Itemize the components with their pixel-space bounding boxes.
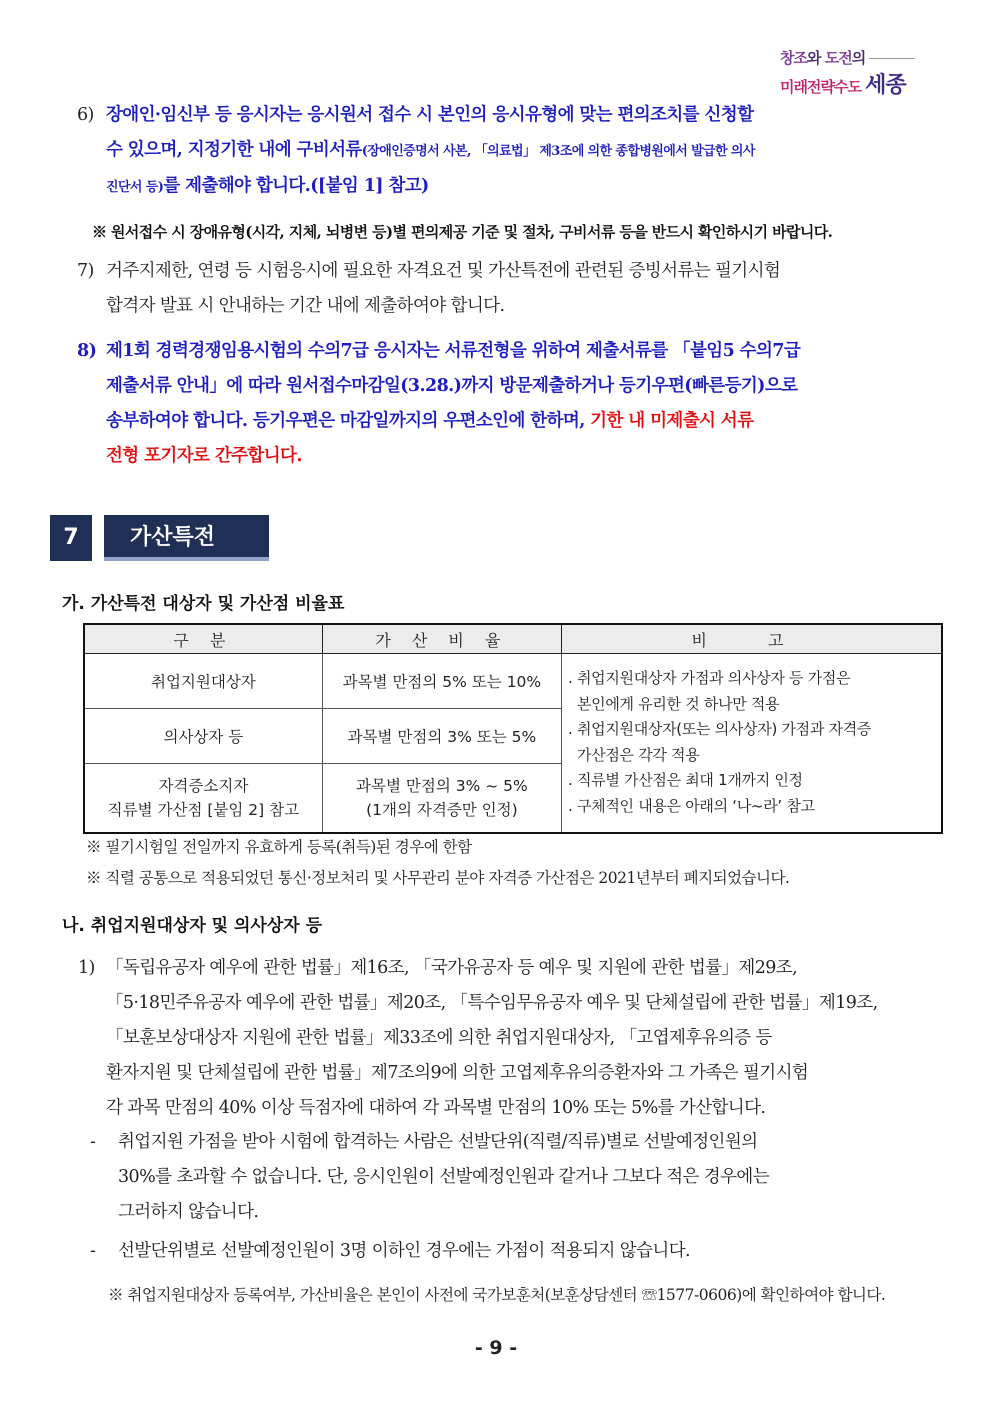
item-number: 6)	[77, 105, 94, 125]
table-header: 가 산 비 율	[322, 624, 561, 654]
item-line-small: (장애인증명서 사본, 「의료법」 제3조에 의한 종합병원에서 발급한 의사	[361, 144, 755, 159]
logo-text: 세종	[865, 73, 906, 98]
item-line: 거주지제한, 연령 등 시험응시에 필요한 자격요건 및 가산특전에 관련된 증빙서류는 필기시험	[106, 261, 781, 281]
item-line: 환자지원 및 단체설립에 관한 법률」제7조의9에 의한 고엽제후유의증환자와 그 가족은 필기시험	[106, 1063, 809, 1083]
logo-rule	[869, 58, 915, 59]
footnote: ※ 취업지원대상자 등록여부, 가산비율은 본인이 사전에 국가보훈처(보훈상담센터 ☏1577-0606)에 확인하여야 합니다.	[108, 1286, 886, 1304]
section-title: 가산특전	[104, 515, 269, 561]
dash-mark: -	[90, 1241, 96, 1261]
item-line: 취업지원 가점을 받아 시험에 합격하는 사람은 선발단위(직렬/직류)별로 선발예정인원의	[118, 1132, 758, 1152]
table-cell: 취업지원대상자	[84, 654, 322, 709]
item-line: 합격자 발표 시 안내하는 기간 내에 제출하여야 합니다.	[106, 296, 505, 316]
table-cell-line: (1개의 자격증만 인정)	[366, 801, 518, 819]
item-line: 30%를 초과할 수 없습니다. 단, 응시인원이 선발예정인원과 같거나 그보다 적은 경우에는	[118, 1167, 770, 1187]
table-note: . 취업지원대상자(또는 의사상자) 가점과 자격증	[568, 720, 872, 738]
note-disability: ※ 원서접수 시 장애유형(시각, 지체, 뇌병변 등)별 편의제공 기준 및 절차, 구비서류 등을 반드시 확인하시기 바랍니다.	[92, 223, 833, 241]
logo-text: 미래전략수도	[780, 78, 866, 96]
table-cell-line: 직류별 가산점 [붙임 2] 참고	[107, 801, 300, 819]
logo-text: 의	[851, 49, 866, 67]
table-note: . 구체적인 내용은 아래의 ‘나~라’ 참고	[568, 796, 815, 815]
dash-item-2	[90, 1234, 948, 1269]
table-row	[84, 654, 942, 709]
table-notes	[562, 654, 942, 834]
table-cell: 의사상자 등	[84, 709, 322, 764]
dash-mark: -	[90, 1132, 96, 1152]
item-line: 선발단위별로 선발예정인원이 3명 이하인 경우에는 가점이 적용되지 않습니다.	[118, 1241, 690, 1261]
item-line: 「5·18민주유공자 예우에 관한 법률」제20조, 「특수임무유공자 예우 및 단체설립에 관한 법률」제19조,	[106, 993, 878, 1013]
subheading-b: 나. 취업지원대상자 및 의사상자 등	[62, 916, 323, 936]
item-number: 7)	[77, 261, 94, 281]
table-cell-line: 과목별 만점의 3% ~ 5%	[356, 777, 528, 795]
item-8	[78, 334, 944, 474]
logo-text: 도전	[824, 49, 852, 67]
item-line: 그러하지 않습니다.	[118, 1202, 259, 1222]
item-line-small: 진단서 등)	[106, 180, 164, 195]
table-note: . 직류별 가산점은 최대 1개까지 인정	[568, 771, 803, 789]
item-number: 8)	[77, 341, 97, 361]
page-number: - 9 -	[474, 1337, 518, 1359]
table-cell	[84, 764, 322, 834]
dash-item-1	[90, 1125, 948, 1230]
bonus-table	[83, 623, 943, 834]
item-line: 「보훈보상대상자 지원에 관한 법률」제33조에 의한 취업지원대상자, 「고엽제후유의증 등	[106, 1028, 772, 1048]
item-line: 장애인·임신부 등 응시자는 응시원서 접수 시 본인의 응시유형에 맞는 편의조치를 신청할	[106, 105, 754, 125]
table-cell-line: 자격증소지자	[158, 777, 249, 795]
table-header-row	[84, 624, 942, 654]
table-note: 가산점은 각각 적용	[568, 745, 700, 764]
subheading-a: 가. 가산특전 대상자 및 가산점 비율표	[62, 594, 345, 614]
item-line: 제출서류 안내」에 따라 원서접수마감일(3.28.)까지 방문제출하거나 등기우편(빠른등기)으로	[106, 376, 798, 396]
section-number: 7	[50, 515, 92, 561]
logo	[780, 47, 940, 99]
item-line: 제1회 경력경쟁임용시험의 수의7급 응시자는 서류전형을 위하여 제출서류를 「붙임5 수의7급	[106, 341, 801, 361]
logo-text: 와	[806, 49, 825, 67]
item-6	[78, 98, 944, 205]
table-note: 본인에게 유리한 것 하나만 적용	[568, 694, 780, 713]
logo-text: 창조	[780, 49, 807, 67]
item-line: 「독립유공자 예우에 관한 법률」제16조, 「국가유공자 등 예우 및 지원에 관한 법률」제29조,	[106, 958, 798, 978]
item-line: 수 있으며, 지정기한 내에 구비서류	[106, 140, 362, 160]
item-line-warning: 기한 내 미제출시 서류	[584, 411, 754, 431]
item-line: 송부하여야 합니다. 등기우편은 마감일까지의 우편소인에 한하며,	[106, 411, 585, 431]
item-number: 1)	[78, 958, 95, 978]
table-cell: 과목별 만점의 5% 또는 10%	[322, 654, 561, 709]
item-7	[78, 254, 944, 324]
table-note: . 취업지원대상자 가점과 의사상자 등 가점은	[568, 669, 851, 687]
item-b1	[78, 951, 948, 1126]
table-header: 비 고	[562, 624, 942, 654]
item-line-warning: 전형 포기자로 간주합니다.	[106, 446, 302, 466]
item-line: 를 제출해야 합니다.([붙임 1] 참고)	[163, 176, 429, 196]
item-line: 각 과목 만점의 40% 이상 득점자에 대하여 각 과목별 만점의 10% 또는 5%를 가산합니다.	[106, 1098, 766, 1118]
footnote: ※ 직렬 공통으로 적용되었던 통신·정보처리 및 사무관리 분야 자격증 가산점은 2021년부터 폐지되었습니다.	[86, 869, 790, 887]
table-header: 구 분	[84, 624, 322, 654]
table-cell	[322, 764, 561, 834]
footnote: ※ 필기시험일 전일까지 유효하게 등록(취득)된 경우에 한함	[86, 838, 472, 856]
table-cell: 과목별 만점의 3% 또는 5%	[322, 709, 561, 764]
